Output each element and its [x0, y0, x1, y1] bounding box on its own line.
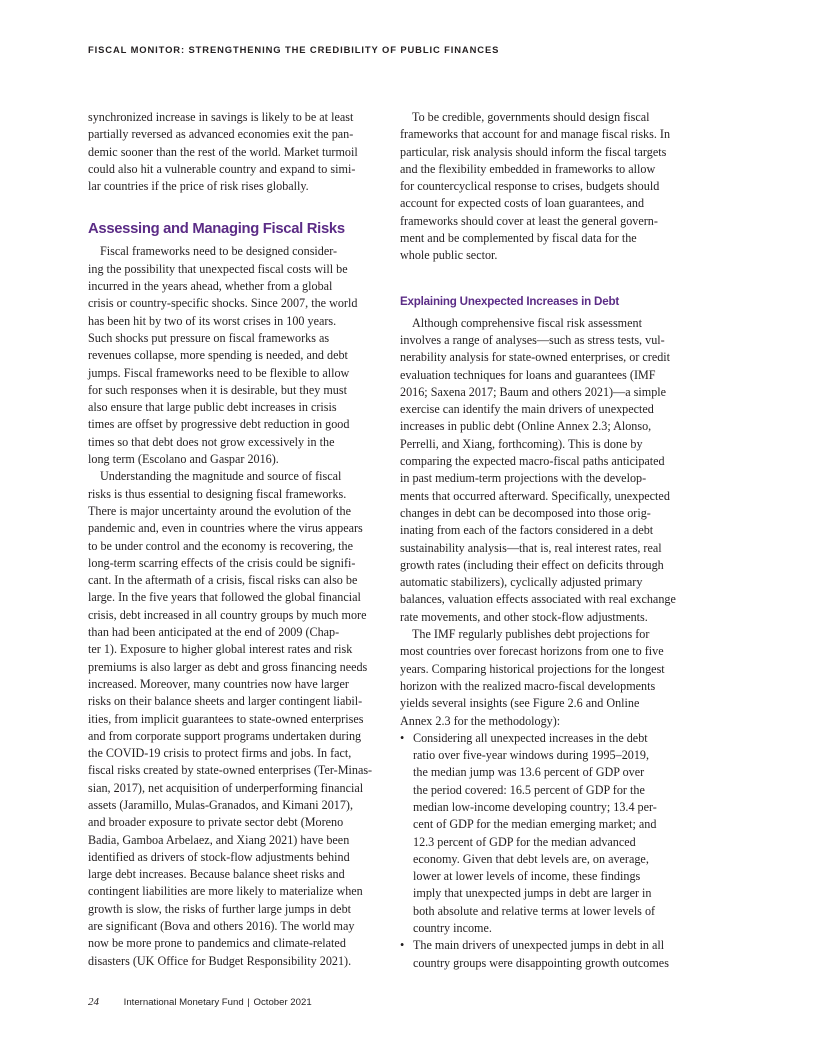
- text-line: to be under control and the economy is recovering, the: [88, 538, 353, 553]
- text-line: involves a range of analyses—such as stress tests, vul-: [400, 332, 665, 347]
- body-paragraph: [88, 468, 388, 970]
- text-line: could also hit a vulnerable country and expand to simi-: [88, 161, 356, 176]
- bullet-icon: •: [400, 938, 405, 953]
- text-line: median low-income developing country; 13.4 per-: [413, 799, 657, 814]
- text-line: Badia, Gamboa Arbelaez, and Xiang 2021) have been: [88, 832, 350, 847]
- text-line: growth is slow, the risks of further large jumps in debt: [88, 901, 352, 916]
- text-line: partially reversed as advanced economies exit the pan-: [88, 127, 354, 142]
- text-line: for countercyclical response to crises, budgets should: [400, 179, 660, 194]
- text-line: growth rates (including their effect on deficits through: [400, 557, 664, 572]
- text-line: Although comprehensive fiscal risk assessment: [412, 315, 642, 330]
- publication-date: October 2021: [253, 997, 312, 1008]
- right-column: [400, 109, 700, 972]
- text-line: economy. Given that debt levels are, on average,: [413, 851, 649, 866]
- text-line: long-term scarring effects of the crisis could be signifi-: [88, 555, 356, 570]
- text-line: demic sooner than the rest of the world. Market turmoil: [88, 144, 358, 159]
- body-paragraph: [400, 109, 700, 265]
- bullet-item: [400, 937, 700, 972]
- text-line: the period covered: 16.5 percent of GDP for the: [413, 782, 645, 797]
- text-line: both absolute and relative terms at lower levels of: [413, 903, 656, 918]
- text-line: There is major uncertainty around the evolution of the: [88, 503, 351, 518]
- text-line: exercise can identify the main drivers of unexpected: [400, 402, 654, 417]
- text-line: than had been anticipated at the end of 2009 (Chap-: [88, 625, 340, 640]
- text-line: increased. Moreover, many countries now have larger: [88, 676, 349, 691]
- running-head: FISCAL MONITOR: STRENGTHENING THE CREDIBILITY OF PUBLIC FINANCES: [88, 44, 500, 55]
- text-line: the median jump was 13.6 percent of GDP over: [413, 765, 645, 780]
- text-line: ratio over five-year windows during 1995–2019,: [413, 748, 650, 763]
- page-number: 24: [88, 996, 99, 1008]
- text-line: particular, risk analysis should inform the fiscal targets: [400, 144, 667, 159]
- text-line: Considering all unexpected increases in the debt: [413, 730, 648, 745]
- text-line: and broader exposure to private sector debt (Moreno: [88, 815, 344, 830]
- text-line: risks on their balance sheets and larger contingent liabil-: [88, 694, 363, 709]
- body-paragraph: [88, 243, 388, 468]
- text-line: and from corporate support programs undertaken during: [88, 728, 362, 743]
- text-line: automatic stabilizers), cyclically adjusted primary: [400, 575, 643, 590]
- text-line: Annex 2.3 for the methodology):: [400, 713, 561, 728]
- text-line: ter 1). Exposure to higher global interest rates and risk: [88, 642, 353, 657]
- text-line: frameworks should cover at least the general govern-: [400, 213, 658, 228]
- text-line: sian, 2017), net acquisition of underperforming financial: [88, 780, 364, 795]
- text-line: Such shocks put pressure on fiscal frameworks as: [88, 330, 330, 345]
- text-line: country income.: [413, 921, 492, 936]
- text-line: ities, from implicit guarantees to state-owned enterprises: [88, 711, 364, 726]
- text-line: Perrelli, and Xiang, forthcoming). This is done by: [400, 436, 643, 451]
- text-line: whole public sector.: [400, 248, 498, 263]
- text-line: Fiscal frameworks need to be designed consider-: [100, 244, 338, 259]
- bullet-icon: •: [400, 730, 405, 745]
- text-line: increases in public debt (Online Annex 2.3; Alonso,: [400, 419, 652, 434]
- text-line: lower at lower levels of income, these findings: [413, 869, 641, 884]
- text-line: 12.3 percent of GDP for the median advanced: [413, 834, 636, 849]
- text-line: for such responses when it is desirable, but they must: [88, 382, 347, 397]
- text-line: sustainability analysis—that is, real interest rates, real: [400, 540, 662, 555]
- intro-paragraph: [88, 109, 388, 195]
- text-line: revenues collapse, more spending is needed, and debt: [88, 348, 348, 363]
- text-line: are significant (Bova and others 2016). The world may: [88, 919, 355, 934]
- text-line: large debt increases. Because balance sheet risks and: [88, 867, 345, 882]
- text-line: evaluation techniques for loans and guarantees (IMF: [400, 367, 656, 382]
- page-footer: [88, 996, 312, 1008]
- body-paragraph: [400, 626, 700, 730]
- text-line: The IMF regularly publishes debt projections for: [412, 627, 650, 642]
- bullet-list: [400, 730, 700, 972]
- text-line: pandemic and, even in countries where the virus appears: [88, 521, 363, 536]
- text-line: risks is thus essential to designing fiscal frameworks.: [88, 486, 347, 501]
- text-line: premiums is also larger as debt and gross financing needs: [88, 659, 368, 674]
- text-line: contingent liabilities are more likely to materialize when: [88, 884, 363, 899]
- text-line: incurred in the years ahead, whether from a global: [88, 279, 333, 294]
- text-line: To be credible, governments should design fiscal: [412, 110, 650, 124]
- text-line: ing the possibility that unexpected fiscal costs will be: [88, 261, 348, 276]
- text-line: 2016; Saxena 2017; Baum and others 2021)—a simple: [400, 384, 667, 399]
- text-line: disasters (UK Office for Budget Responsibility 2021).: [88, 953, 352, 968]
- text-line: The main drivers of unexpected jumps in debt in all: [413, 938, 665, 953]
- text-line: years. Comparing historical projections for the longest: [400, 661, 665, 676]
- text-line: in past medium-term projections with the develop-: [400, 471, 647, 486]
- text-line: ment and be complemented by fiscal data for the: [400, 231, 637, 246]
- text-line: lar countries if the price of risk rises globally.: [88, 179, 309, 194]
- footer-separator: |: [247, 997, 250, 1008]
- text-line: horizon with the realized macro-fiscal developments: [400, 678, 656, 693]
- text-line: also ensure that large public debt increases in crisis: [88, 400, 337, 415]
- text-line: assets (Jaramillo, Mulas-Granados, and Kimani 2017),: [88, 797, 354, 812]
- text-line: identified as drivers of stock-flow adjustments behind: [88, 849, 350, 864]
- text-line: Understanding the magnitude and source of fiscal: [100, 469, 342, 484]
- text-line: balances, valuation effects associated with real exchange: [400, 592, 676, 607]
- text-line: and the flexibility embedded in frameworks to allow: [400, 161, 656, 176]
- text-line: rate movements, and other stock-flow adjustments.: [400, 609, 648, 624]
- text-line: inating from each of the factors considered in a debt: [400, 523, 654, 538]
- text-line: now be more prone to pandemics and climate-related: [88, 936, 346, 951]
- text-line: has been hit by two of its worst crises in 100 years.: [88, 313, 337, 328]
- text-line: ments that occurred afterward. Specifically, unexpected: [400, 488, 670, 503]
- text-line: fiscal risks created by state-owned enterprises (Ter-Minas-: [88, 763, 373, 778]
- text-line: frameworks that account for and manage fiscal risks. In: [400, 127, 671, 142]
- text-line: imply that unexpected jumps in debt are larger in: [413, 886, 652, 901]
- text-line: yields several insights (see Figure 2.6 and Online: [400, 696, 640, 711]
- text-line: crisis, debt increased in all country groups by much more: [88, 607, 367, 622]
- left-column: [88, 109, 388, 970]
- text-line: synchronized increase in savings is likely to be at least: [88, 110, 354, 124]
- section-heading: Assessing and Managing Fiscal Risks: [88, 221, 345, 238]
- text-line: country groups were disappointing growth outcomes: [413, 955, 669, 970]
- publisher-name: International Monetary Fund: [123, 997, 244, 1008]
- text-line: most countries over forecast horizons from one to five: [400, 644, 664, 659]
- text-line: changes in debt can be decomposed into those orig-: [400, 505, 651, 520]
- text-line: the COVID-19 crisis to protect firms and jobs. In fact,: [88, 746, 352, 761]
- bullet-item: [400, 730, 700, 938]
- text-line: long term (Escolano and Gaspar 2016).: [88, 452, 279, 467]
- text-line: large. In the five years that followed the global financial: [88, 590, 361, 605]
- text-line: nerability analysis for state-owned enterprises, or credit: [400, 350, 671, 365]
- text-line: times are offset by progressive debt reduction in good: [88, 417, 350, 432]
- body-paragraph: [400, 315, 700, 626]
- text-line: times so that debt does not grow excessively in the: [88, 434, 335, 449]
- text-line: comparing the expected macro-fiscal paths anticipated: [400, 454, 665, 469]
- text-line: cent of GDP for the median emerging market; and: [413, 817, 657, 832]
- text-line: cant. In the aftermath of a crisis, fiscal risks can also be: [88, 573, 358, 588]
- text-line: account for expected costs of loan guarantees, and: [400, 196, 645, 211]
- text-line: jumps. Fiscal frameworks need to be flexible to allow: [88, 365, 350, 380]
- subsection-heading: Explaining Unexpected Increases in Debt: [400, 294, 619, 308]
- text-line: crisis or country-specific shocks. Since 2007, the world: [88, 296, 358, 311]
